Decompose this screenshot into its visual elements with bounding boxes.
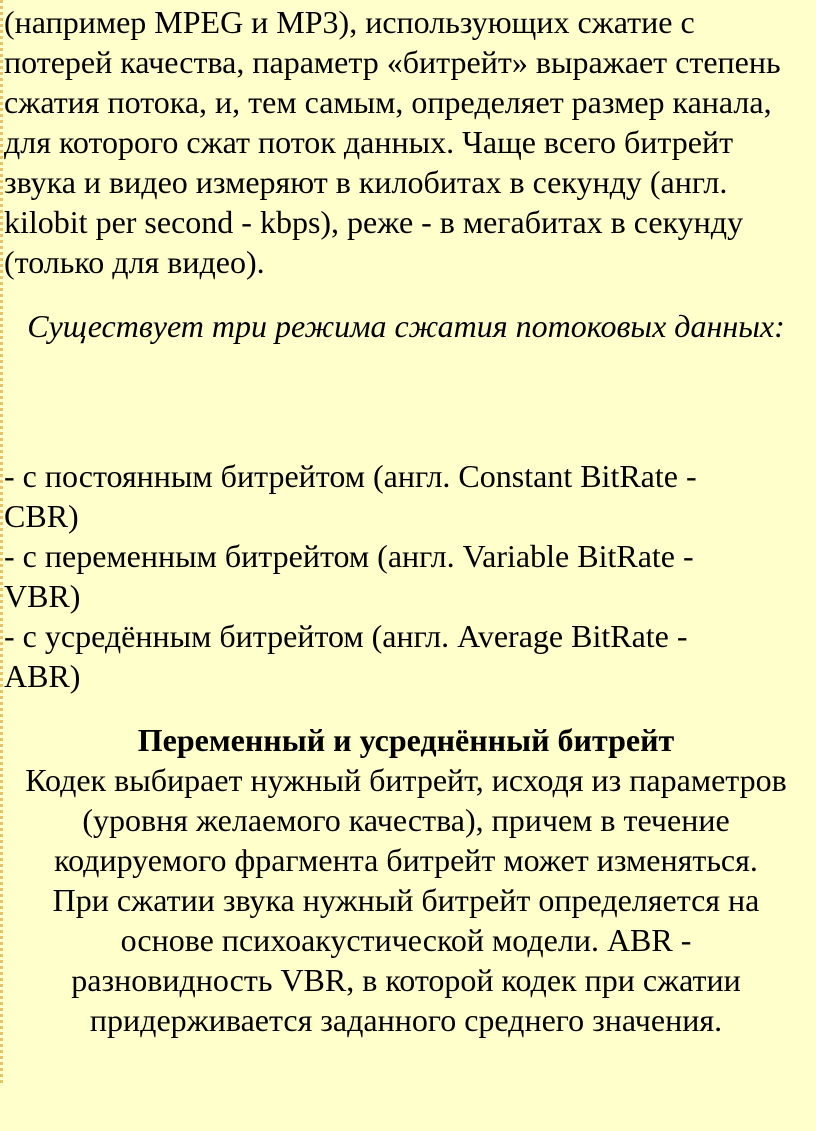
modes-list	[4, 456, 808, 696]
left-margin-rule	[0, 0, 3, 1085]
section-body: Кодек выбирает нужный битрейт, исходя из параметров (уровня желаемого качества), причем в течение кодируемого фрагмента битрейт может изменяться. При сжатии звука нужный битрейт определяется на основе психоакустической модели. ABR - разновидность VBR, в которой кодек при сжатии придерживается заданного среднего значения.	[25, 762, 787, 1038]
document-page	[4, 0, 808, 1040]
list-item-abbreviation: VBR)	[4, 578, 81, 614]
list-item	[4, 456, 808, 536]
list-item-line: - с переменным битрейтом (англ. Variable BitRate -	[4, 538, 694, 574]
section-heading: Переменный и усреднённый битрейт	[137, 722, 675, 758]
list-item-line: - с постоянным битрейтом (англ. Constant BitRate -	[4, 458, 697, 494]
intro-paragraph: (например MPEG и MP3), использующих сжатие с потерей качества, параметр «битрейт» выражает степень сжатия потока, и, тем самым, определяет размер канала, для которого сжат поток данных. Чаще всего битрейт звука и видео измеряют в килобитах в секунду (англ. kilobit per second - kbps), реже - в мегабитах в секунду (только для видео).	[4, 4, 781, 280]
modes-lead-sentence: Существует три режима сжатия потоковых данных:	[27, 308, 785, 344]
list-item	[4, 616, 808, 696]
list-item-line: - с усредённым битрейтом (англ. Average BitRate -	[4, 618, 688, 654]
list-item-abbreviation: CBR)	[4, 498, 79, 534]
list-item-abbreviation: ABR)	[4, 658, 81, 694]
list-item	[4, 536, 808, 616]
